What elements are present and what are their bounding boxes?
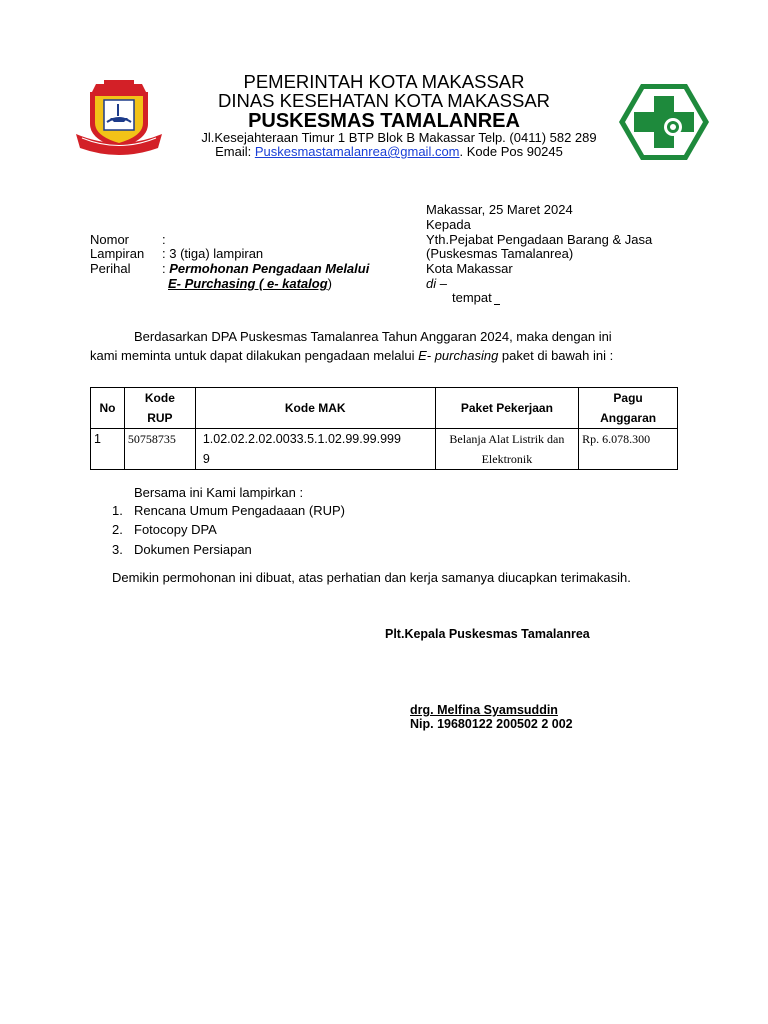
header-kode-mak: Kode MAK: [195, 388, 435, 429]
header-paket: Paket Pekerjaan: [435, 388, 579, 429]
perihal-subject-2: E- Purchasing ( e- katalog: [168, 276, 328, 291]
header-line-institution: PUSKESMAS TAMALANREA: [248, 110, 520, 132]
body-text-italic: E- purchasing: [418, 348, 499, 363]
body-paragraph-line-1: Berdasarkan DPA Puskesmas Tamalanrea Tahun Anggaran 2024, maka dengan ini: [134, 329, 612, 344]
cell-kode-mak-1: 1.02.02.2.02.0033.5.1.02.99.99.999: [202, 432, 401, 446]
perihal-value-line-2: [168, 276, 332, 291]
table-row: [91, 429, 678, 470]
header-pagu-2: Anggaran: [600, 411, 657, 425]
nomor-label: Nomor: [90, 232, 130, 247]
signature-title: Plt.Kepala Puskesmas Tamalanrea: [385, 627, 590, 641]
header-kode-rup-2: RUP: [147, 411, 173, 425]
header-line-department: DINAS KESEHATAN KOTA MAKASSAR: [217, 90, 551, 111]
attachments-intro: Bersama ini Kami lampirkan :: [134, 485, 304, 500]
cell-kode-mak: [195, 429, 435, 470]
recipient-line-1: Yth.Pejabat Pengadaan Barang & Jasa: [426, 232, 653, 247]
cell-no: 1: [91, 429, 125, 470]
postcode: . Kode Pos 90245: [459, 144, 563, 159]
tempat-underline: [494, 304, 500, 305]
perihal-close: ): [327, 276, 332, 291]
letter-date: Makassar, 25 Maret 2024: [426, 202, 573, 217]
header-no: No: [91, 388, 125, 429]
recipient-kepada: Kepada: [426, 217, 471, 232]
perihal-label: Perihal: [90, 261, 131, 276]
header-address: Jl.Kesejahteraan Timur 1 BTP Blok B Makassar Telp. (0411) 582 289: [201, 130, 597, 145]
header-kode-rup-1: Kode: [144, 391, 175, 405]
signature-name: drg. Melfina Syamsuddin: [410, 703, 558, 717]
header-pagu: [579, 388, 678, 429]
cell-paket: [435, 429, 579, 470]
signature-nip: Nip. 19680122 200502 2 002: [410, 717, 573, 731]
header-kode-rup: [124, 388, 195, 429]
body-text-a: kami meminta untuk dapat dilakukan pengadaan melalui: [90, 348, 419, 363]
list-item-num: 3.: [112, 542, 123, 557]
perihal-value-line-1: [162, 261, 369, 276]
list-item-text: Dokumen Persiapan: [134, 542, 252, 557]
cell-paket-1: Belanja Alat Listrik dan: [449, 432, 565, 446]
list-item: [112, 503, 345, 518]
email-link[interactable]: Puskesmastamalanrea@gmail.com: [254, 144, 460, 159]
email-label: Email:: [215, 144, 255, 159]
recipient-city: Kota Makassar: [426, 261, 513, 276]
list-item-num: 1.: [112, 503, 123, 518]
list-item: [112, 542, 252, 557]
recipient-tempat: tempat: [452, 290, 492, 305]
lampiran-label: Lampiran: [90, 246, 145, 261]
perihal-colon: :: [162, 261, 170, 276]
body-text-c: paket di bawah ini :: [498, 348, 614, 363]
cell-kode-mak-2: 9: [202, 452, 210, 466]
header-pagu-1: Pagu: [613, 391, 643, 405]
body-paragraph-line-2: [90, 348, 613, 363]
cell-kode-rup: 50758735: [124, 429, 195, 470]
header-line-government: PEMERINTAH KOTA MAKASSAR: [243, 71, 525, 92]
procurement-table: [90, 387, 678, 470]
list-item: [112, 522, 217, 537]
cell-pagu: Rp. 6.078.300: [579, 429, 678, 470]
perihal-subject: Permohonan Pengadaan Melalui: [169, 261, 370, 276]
closing-sentence: Demikin permohonan ini dibuat, atas perhatian dan kerja samanya diucapkan terimakasih.: [112, 570, 631, 585]
nomor-value: :: [162, 232, 166, 247]
list-item-text: Rencana Umum Pengadaaan (RUP): [134, 503, 345, 518]
list-item-num: 2.: [112, 522, 123, 537]
list-item-text: Fotocopy DPA: [134, 522, 217, 537]
recipient-di: di –: [426, 276, 447, 291]
header-contact: [0, 144, 768, 159]
recipient-line-2: (Puskesmas Tamalanrea): [426, 246, 574, 261]
cell-paket-2: Elektronik: [481, 452, 533, 466]
lampiran-value: : 3 (tiga) lampiran: [162, 246, 264, 261]
